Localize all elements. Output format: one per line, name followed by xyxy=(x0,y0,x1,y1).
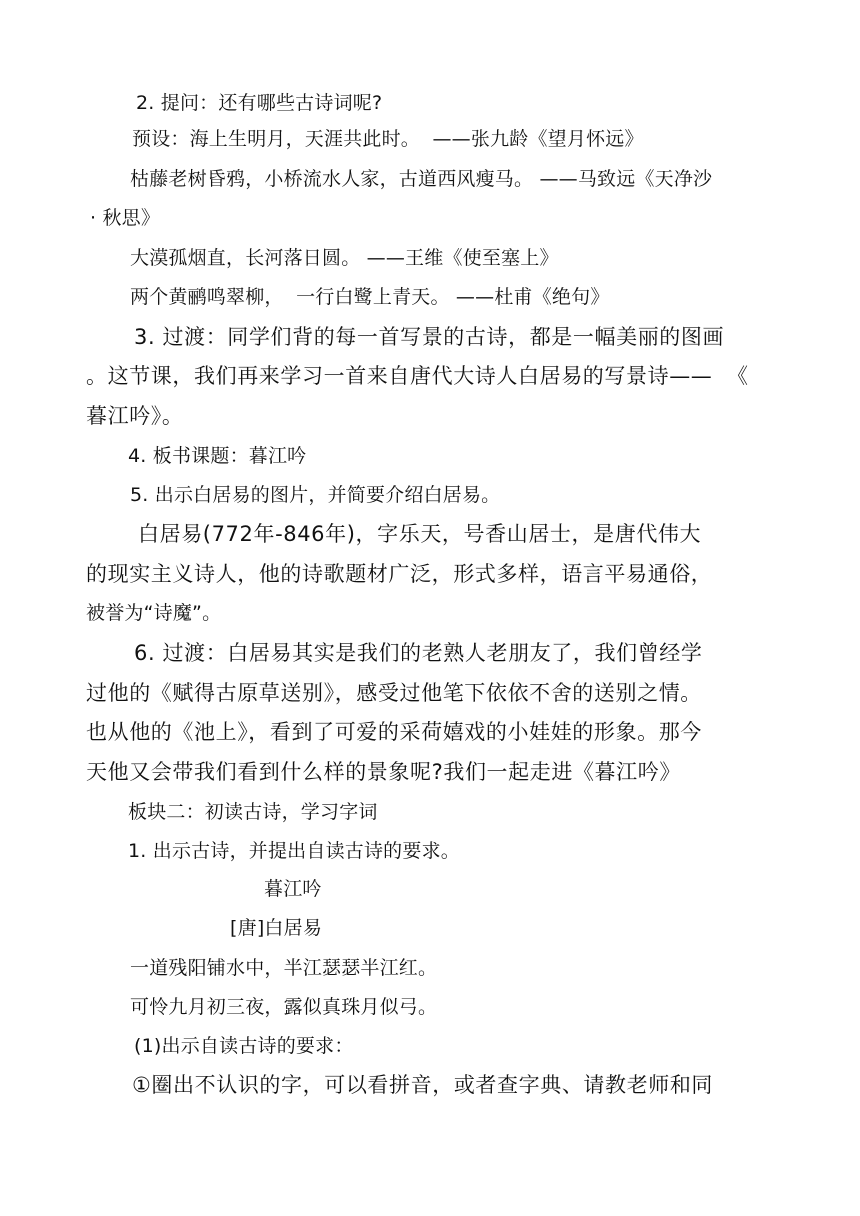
bio-line-cont: 被誉为“诗魔”。 xyxy=(86,602,222,624)
poem-quote-line: 大漠孤烟直，长河落日圆。 ——王维《使至塞上》 xyxy=(130,247,559,269)
transition-line-cont: 。这节课，我们再来学习一首来自唐代大诗人白居易的写景诗—— 《 xyxy=(86,364,749,388)
show-picture-line: 5. 出示白居易的图片，并简要介绍白居易。 xyxy=(130,484,501,506)
poem-title: 暮江吟 xyxy=(264,878,322,900)
bio-line-cont: 的现实主义诗人，他的诗歌题材广泛，形式多样，语言平易通俗， xyxy=(86,562,713,586)
poem-quote-line: 枯藤老树昏鸦，小桥流水人家，古道西风瘦马。 ——马致远《天净沙 xyxy=(130,168,713,190)
poem-quote-line: 两个黄鹂鸣翠柳， 一行白鹭上青天。 ——杜甫《绝句》 xyxy=(130,286,610,308)
bio-line: 白居易(772年-846年)，字乐天，号香山居士，是唐代伟大 xyxy=(138,522,702,546)
section-heading: 板块二：初读古诗，学习字词 xyxy=(128,801,378,823)
board-title-line: 4. 板书课题：暮江吟 xyxy=(128,445,307,467)
step-line: 1. 出示古诗，并提出自读古诗的要求。 xyxy=(128,840,460,862)
transition-line-cont: 天他又会带我们看到什么样的景象呢?我们一起走进《暮江吟》 xyxy=(86,760,681,784)
question-line: 2. 提问：还有哪些古诗词呢? xyxy=(136,92,383,114)
poem-author: [唐]白居易 xyxy=(230,917,323,939)
preset-line: 预设：海上生明月，天涯共此时。 ——张九龄《望月怀远》 xyxy=(132,128,644,150)
requirement-heading: (1)出示自读古诗的要求： xyxy=(134,1035,354,1057)
poem-line: 可怜九月初三夜，露似真珠月似弓。 xyxy=(130,996,438,1018)
transition-line-cont: 也从他的《池上》，看到了可爱的采荷嬉戏的小娃娃的形象。那今 xyxy=(86,720,702,744)
poem-quote-line-cont: · 秋思》 xyxy=(90,207,161,229)
poem-line: 一道残阳铺水中，半江瑟瑟半江红。 xyxy=(130,957,438,979)
transition-line-cont: 过他的《赋得古原草送别》，感受过他笔下依依不舍的送别之情。 xyxy=(86,681,702,705)
requirement-item: ①圈出不认识的字，可以看拼音，或者查字典、请教老师和同 xyxy=(132,1073,714,1097)
transition-line: 6. 过渡：白居易其实是我们的老熟人老朋友了，我们曾经学 xyxy=(134,641,703,665)
transition-line: 3. 过渡：同学们背的每一首写景的古诗，都是一幅美丽的图画 xyxy=(134,325,725,349)
transition-line-cont: 暮江吟》。 xyxy=(86,404,184,428)
